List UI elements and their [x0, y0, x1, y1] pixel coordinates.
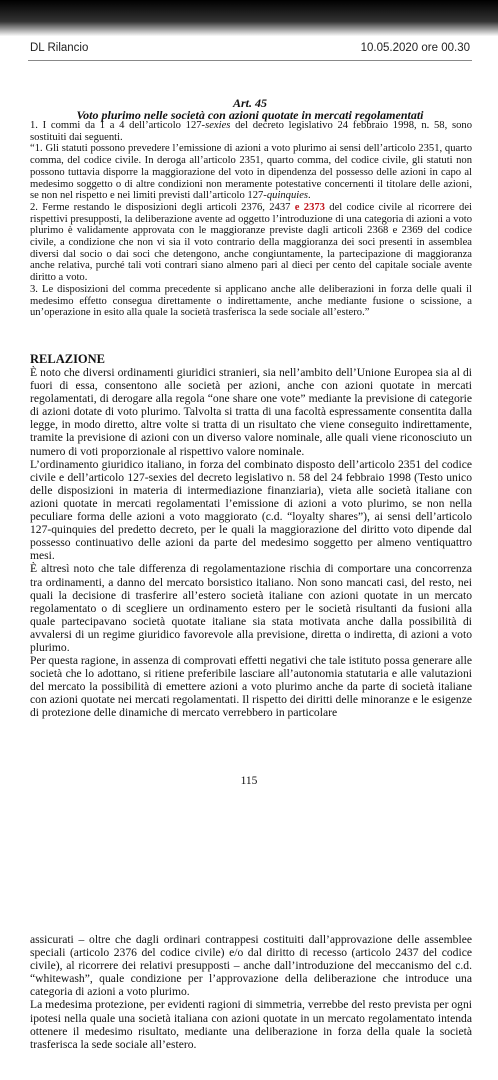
article-title: Voto plurimo nelle società con azioni quotate in mercati regolamentati: [76, 108, 424, 122]
next-page-body: [30, 933, 472, 1051]
relazione-paragraph: È noto che diversi ordinamenti giuridici stranieri, sia nell’ambito dell’Unione Europea sia al di fuori di essa, consentono alle società per azioni, anche con azioni quotate in mercati regolamentati, di derogare alla regola “one share one vote” mediante la previsione di categorie di azioni dotate di voto plurimo. Talvolta si tratta di una facoltà espressamente consentita dalla legge, in modo diretto, altre volte si tratta di un risultato che viene conseguito indirettamente, tramite la previsione di azioni con un diverso valore nominale, alle quali viene riconosciuto un numero di voti proporzionale al rispettivo valore nominale.: [30, 366, 472, 458]
section-heading: RELAZIONE: [30, 352, 106, 366]
page-number: 115: [240, 775, 258, 787]
next-page-paragraph: assicurati – oltre che dagli ordinari contrappesi costituiti dall’approvazione delle assemblee speciali (articolo 2376 del codice civile) e/o dal diritto di recesso (articolo 2437 del codice civile), al ricorrere dei relativi presupposti – anche dall’introduzione del meccanismo del c.d. “whitewash”, quale condizione per l’approvazione della deliberazione che introduce una categoria di azioni a voto plurimo.: [30, 933, 472, 999]
article-paragraph: 3. Le disposizioni del comma precedente si applicano anche alle deliberazioni in forza delle quali il medesimo effetto consegua direttamente o indirettamente, anche mediante fusione o scissione, a un’operazione in esito alla quale la società trasferisca la sede sociale all’estero.”: [30, 283, 472, 319]
document-header-title: DL Rilancio: [30, 42, 89, 54]
article-number: Art. 45: [232, 96, 267, 110]
relazione-paragraph: L’ordinamento giuridico italiano, in forza del combinato disposto dell’articolo 2351 del codice civile e dell’articolo 127-sexies del decreto legislativo n. 58 del 24 febbraio 1998 (Testo unico delle disposizioni in materia di intermediazione finanziaria), vieta alle società italiane con azioni quotate in mercati regolamentati l’emissione di azioni a voto plurimo, se non nella peculiare forma delle azioni a voto maggiorato (c.d. “loyalty shares”), ai sensi dell’articolo 127-quinquies del predetto decreto, per le quali la maggiorazione del diritto voto dipende dal possesso continuativo delle azioni da parte del medesimo soggetto per almeno ventiquattro mesi.: [30, 457, 472, 563]
article-paragraph: 2. Ferme restando le disposizioni degli articoli 2376, 2437 e 2373 del codice civile al ricorrere dei rispettivi presupposti, la deliberazione avente ad oggetto l’introduzione di una categoria di azioni a voto plurimo è validamente approvata con le maggioranze previste dagli articoli 2368 e 2369 del codice civile, a condizione che non vi sia il voto contrario della maggioranza dei soci presenti in assemblea diversi dal socio o dai soci che detengono, anche congiuntamente, la partecipazione di maggioranza anche relativa, purché tali voti contrari siano almeno pari al dieci per cento del capitale sociale avente diritto a voto.: [30, 201, 472, 284]
status-bar-shadow: [0, 0, 498, 36]
relazione-paragraph: È altresì noto che tale differenza di regolamentazione rischia di comportare una concorrenza tra ordinamenti, a danno del mercato borsistico italiano. Non sono mancati casi, del resto, nei quali la decisione di trasferire all’estero società italiane con azioni quotate in un mercato regolamentato o di scegliere un ordinamento estero per le società risultanti da fusioni alla quale partecipavano società quotate italiane sia stata motivata anche dalla possibilità di avvalersi di un regime giuridico favorevole alla previsione, diretta o indiretta, di azioni a voto plurimo.: [30, 562, 472, 654]
header-divider: [28, 60, 472, 61]
article-body: [30, 120, 472, 319]
article-paragraph: “1. Gli statuti possono prevedere l’emissione di azioni a voto plurimo ai sensi dell’articolo 2351, quarto comma, del codice civile. In deroga all’articolo 2351, quarto comma, del codice civile, gli statuti non possono tuttavia disporre la maggiorazione del voto in dipendenza del possesso delle azioni in capo al medesimo soggetto o di altre condizioni non meramente potestative concernenti il titolare delle azioni, se non nel rispetto e nei limiti previsti dall’articolo 127-quinquies.: [30, 143, 472, 202]
relazione-paragraph: Per questa ragione, in assenza di comprovati effetti negativi che tale istituto possa generare alle società che lo adottano, si ritiene preferibile lasciare all’autonomia statutaria e alle valutazioni del mercato la possibilità di emettere azioni a voto plurimo anche da parte di società italiane con azioni quotate nei mercati regolamentati. Il rispetto dei diritti delle minoranze e le esigenze di protezione delle dinamiche di mercato verrebbero in particolare: [30, 654, 472, 720]
article-paragraph: 1. I commi da 1 a 4 dell’articolo 127-sexies del decreto legislativo 24 febbraio 1998, n. 58, sono sostituiti dai seguenti.: [30, 120, 472, 143]
relazione-body: [30, 366, 472, 720]
next-page-paragraph: La medesima protezione, per evidenti ragioni di simmetria, verrebbe del resto prevista per ogni ipotesi nella quale una società italiana con azioni quotate in un mercato regolamentato intenda ottenere il medesimo risultato, mediante una deliberazione in forza della quale la società trasferisca la sede sociale all’estero.: [30, 998, 472, 1051]
page-gap: [0, 824, 498, 924]
highlighted-text: e 2373: [294, 201, 325, 213]
document-header-date: 10.05.2020 ore 00.30: [360, 42, 470, 54]
